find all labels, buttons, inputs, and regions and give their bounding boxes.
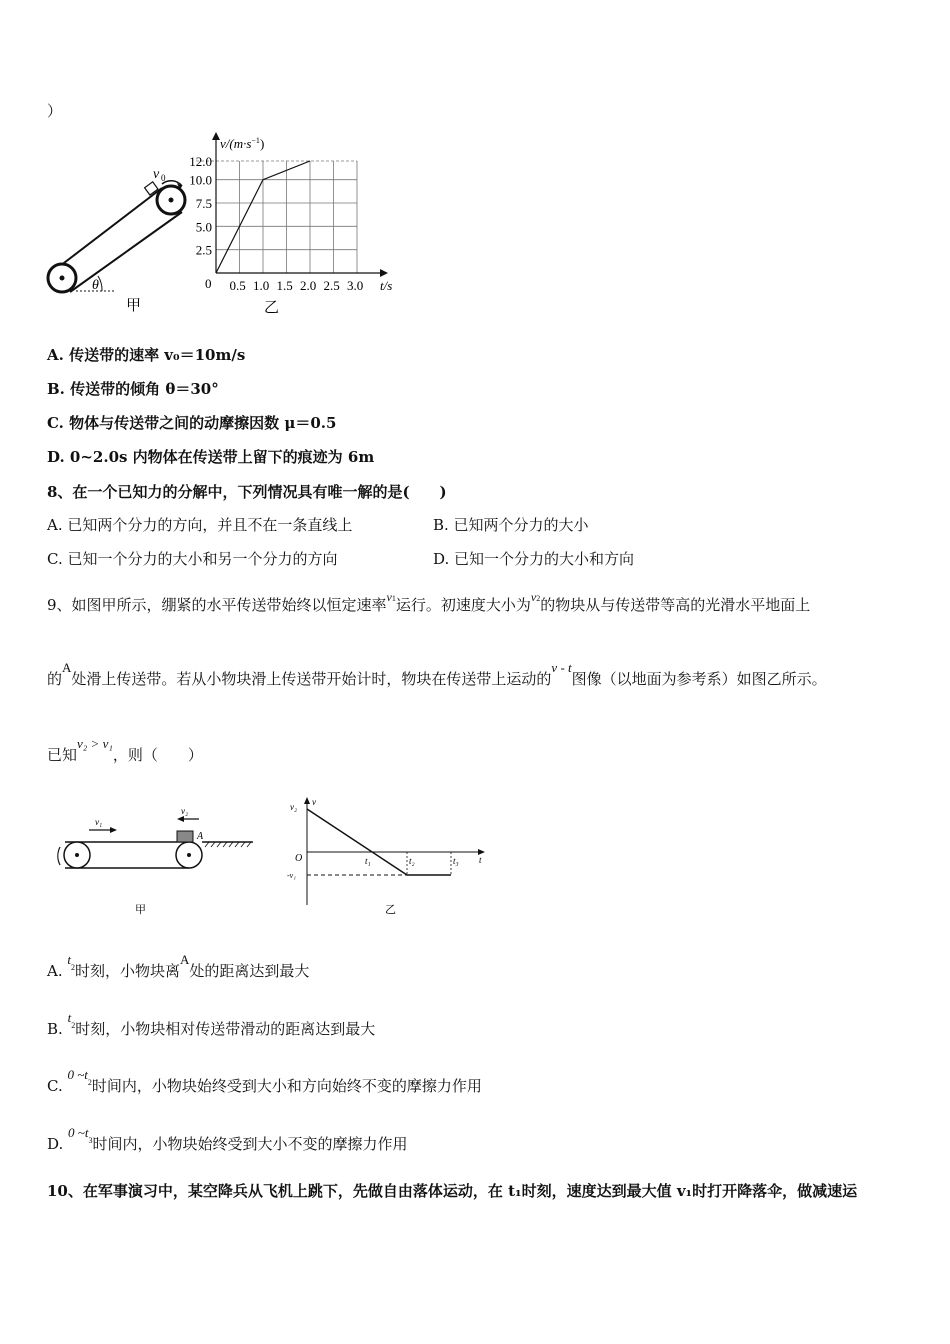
q9-option-b: B. $t^2$时刻，小物块相对传送带滑动的距离达到最大	[47, 1010, 376, 1038]
q10-stem: 10、在军事演习中，某空降兵从飞机上跳下，先做自由落体运动，在 t₁时刻，速度达到最大值 v₁时打开降落伞，做减速运	[47, 1182, 858, 1200]
x-tick-label: 1.0	[253, 278, 270, 293]
x-tick-label: 3.0	[347, 278, 364, 293]
q7-option-a: A. 传送带的速率 v₀＝10m/s	[47, 346, 246, 364]
q9-figure-jia	[47, 795, 257, 925]
q8-option-a: A. 已知两个分力的方向，并且不在一条直线上	[47, 516, 353, 534]
svg-text:θ: θ	[92, 278, 99, 293]
q9-option-c: C. 0 $\sim t^2$时间内，小物块始终受到大小和方向始终不变的摩擦力作用	[47, 1067, 482, 1095]
top-paren: ）	[47, 102, 63, 120]
chart-caption: 乙	[264, 300, 280, 316]
x-tick-label: 0.5	[229, 278, 246, 293]
q7-option-d: D. 0~2.0s 内物体在传送带上留下的痕迹为 6m	[47, 448, 375, 466]
y-tick-label: 7.5	[195, 196, 212, 211]
svg-text:t₁: t₁	[365, 856, 371, 866]
svg-text:A: A	[197, 831, 204, 842]
q9-figure-yi	[285, 795, 495, 925]
q7-option-c: C. 物体与传送带之间的动摩擦因数 μ＝0.5	[47, 414, 337, 432]
y-tick-label: 12.0	[189, 154, 212, 169]
x-tick-label: 1.5	[276, 278, 293, 293]
y-tick-label: 5.0	[195, 219, 212, 235]
svg-text:t₂: t₂	[409, 856, 415, 866]
origin-label: 0	[205, 276, 212, 291]
svg-text:甲: 甲	[135, 904, 146, 916]
svg-text:v₂: v₂	[290, 802, 298, 812]
q7-figure	[40, 128, 460, 328]
q9-line-2: 的A处滑上传送带。若从小物块滑上传送带开始计时，物块在传送带上运动的v - t图像（以地面为参考系）如图乙所示。	[47, 660, 827, 688]
svg-text:0: 0	[161, 173, 166, 183]
q9-option-a: A. $t^2$时刻，小物块离A处的距离达到最大	[47, 952, 310, 980]
q7-option-b: B. 传送带的倾角 θ＝30°	[47, 380, 219, 398]
svg-text:v₂: v₂	[181, 806, 189, 816]
svg-text:v: v	[153, 167, 160, 182]
x-axis-label: t/s	[380, 278, 393, 293]
svg-text:O: O	[295, 853, 303, 864]
svg-text:t₃: t₃	[453, 856, 459, 866]
svg-text:甲: 甲	[126, 298, 142, 314]
q9-option-d: D. 0 $\sim t^3$时间内，小物块始终受到大小不变的摩擦力作用	[47, 1125, 408, 1153]
q8-option-d: D. 已知一个分力的大小和方向	[433, 550, 635, 568]
svg-text:-v₁: -v₁	[287, 871, 296, 880]
y-axis-label: $v/(m\cdot s^{-1})$	[220, 136, 265, 151]
q9-line-3: 已知v₂ > v₁，则（ ）	[47, 736, 203, 764]
q8-option-b: B. 已知两个分力的大小	[433, 516, 589, 534]
x-tick-label: 2.0	[300, 278, 317, 293]
vt-chart	[189, 132, 392, 316]
q8-stem: 8、在一个已知力的分解中，下列情况具有唯一解的是( )	[47, 483, 447, 501]
svg-text:v₁: v₁	[95, 817, 103, 827]
vt-series-line	[307, 809, 451, 875]
y-tick-label: 10.0	[189, 172, 212, 188]
y-tick-label: 2.5	[195, 242, 212, 258]
incline-conveyor	[48, 167, 185, 314]
svg-text:乙: 乙	[385, 904, 396, 916]
q8-option-c: C. 已知一个分力的大小和另一个分力的方向	[47, 550, 338, 568]
q9-line-1: 9、如图甲所示，绷紧的水平传送带始终以恒定速率$^{v1}$运行。初速度大小为$^{v2}$的物块从与传送带等高的光滑水平地面上	[47, 590, 811, 614]
x-tick-label: 2.5	[323, 278, 340, 293]
svg-text:v: v	[312, 797, 316, 807]
svg-text:t: t	[479, 855, 482, 865]
block	[177, 831, 193, 842]
